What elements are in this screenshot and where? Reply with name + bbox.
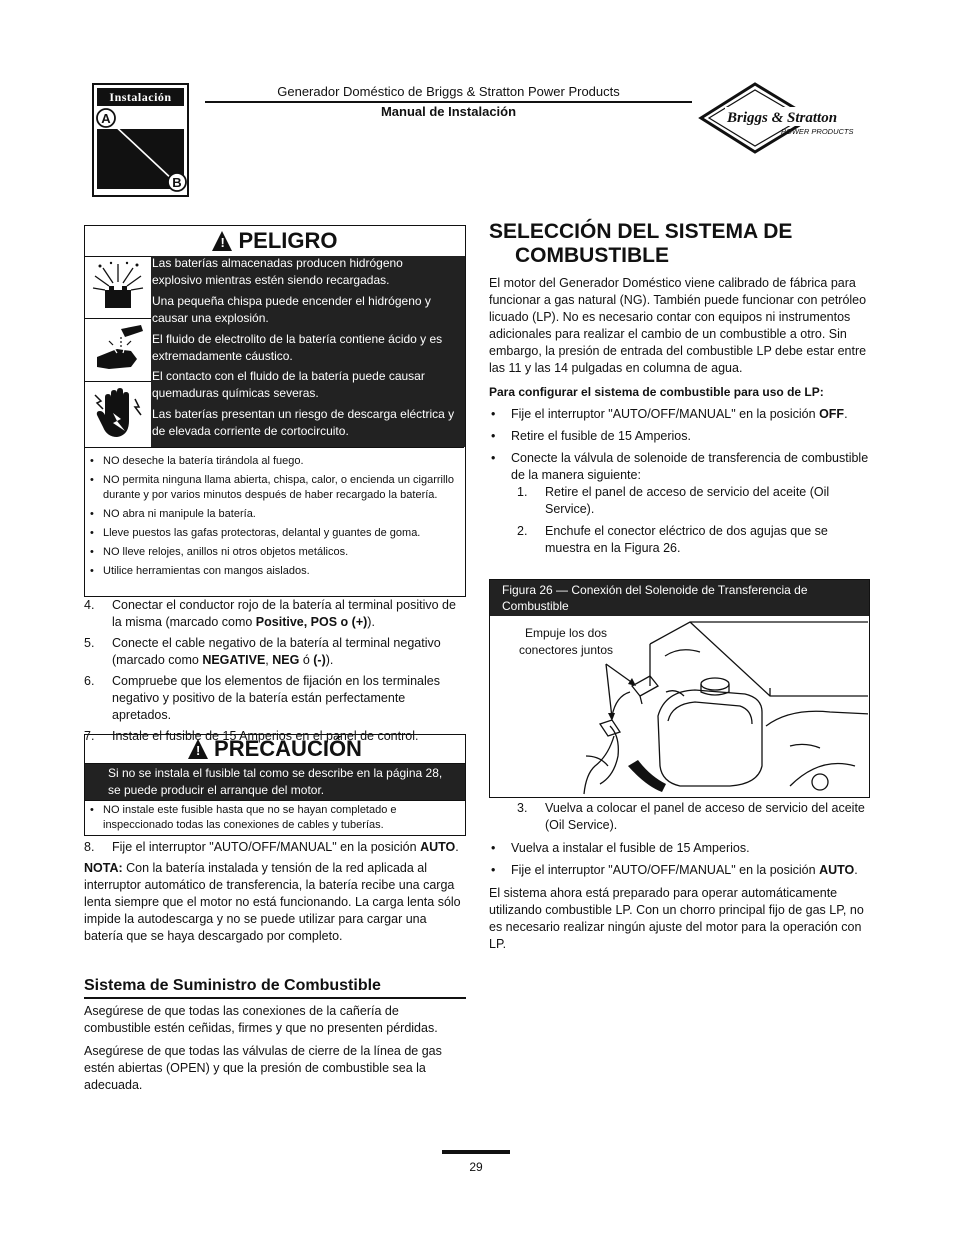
- header-title: Generador Doméstico de Briggs & Stratton Power Products: [277, 84, 620, 99]
- danger-line-1: Las baterías almacenadas producen hidrógeno explosivo mientras estén siendo recargadas.: [152, 256, 403, 287]
- danger-line-5: Las baterías presentan un riesgo de descarga eléctrica y de elevada corriente de cortocircuito.: [152, 407, 455, 438]
- danger-bullet: • Utilice herramientas con mangos aislados.: [85, 564, 461, 579]
- danger-bullet: • Lleve puestos las gafas protectoras, delantal y guantes de goma.: [85, 526, 461, 541]
- warning-triangle-icon: !: [188, 739, 208, 759]
- lp-bullet-3: • Conecte la válvula de solenoide de transferencia de combustible de la manera siguiente:: [489, 450, 871, 484]
- fuel-heading: SELECCIÓN DEL SISTEMA DE COMBUSTIBLE: [489, 220, 793, 267]
- caution-box: [84, 734, 466, 836]
- danger-bullet: • NO lleve relojes, anillos ni otros objetos metálicos.: [85, 545, 461, 560]
- badge-b: B: [172, 175, 182, 190]
- caution-title: PRECAUCIÓN: [214, 736, 362, 761]
- danger-bullet-list: [85, 454, 461, 583]
- step-8-block: [84, 839, 466, 945]
- caution-bullet-list: [85, 801, 465, 833]
- electric-shock-icon: [85, 382, 151, 446]
- danger-bullet: • NO abra ni manipule la batería.: [85, 507, 461, 522]
- supply-heading: Sistema de Suministro de Combustible: [84, 977, 381, 994]
- lp-sub-2: 2. Enchufe el conector eléctrico de dos agujas que se muestra en la Figura 26.: [517, 524, 828, 555]
- badge-a: A: [101, 111, 111, 126]
- figure-26: [489, 579, 870, 798]
- danger-bullet: • NO permita ninguna llama abierta, chispa, calor, o encienda un cigarrillo durante y por varios minutos después de haber recargado la batería.: [85, 473, 461, 503]
- danger-line-2: Una pequeña chispa puede encender el hidrógeno y causar una explosión.: [152, 294, 431, 325]
- caution-title-bar: [85, 735, 465, 764]
- danger-title: PELIGRO: [238, 228, 338, 253]
- solenoid-connector-illustration: [490, 616, 868, 796]
- header-rule: [205, 101, 692, 103]
- lp-bullet-5: • Fije el interruptor "AUTO/OFF/MANUAL" en la posición AUTO.: [489, 862, 871, 879]
- supply-section: [84, 976, 466, 1094]
- briggs-stratton-logo: [697, 82, 869, 154]
- chemical-burn-icon: [85, 319, 151, 382]
- fuel-intro: El motor del Generador Doméstico viene calibrado de fábrica para funcionar a gas natural (NG). También puede funcionar con petróleo licuado (LP). No es necesario contar con equipos ni instrumentos adicionales para realizar el cambio de un combustible a otro. Sin embargo, la presión de entrada del combustible LP debe estar entre las 11 y las 14 pulgadas en columna de agua.: [489, 276, 867, 375]
- fuel-section-continued: [489, 800, 871, 953]
- nota-paragraph: NOTA: Con la batería instalada y tensión de la red aplicada al interruptor automático de transferencia, la batería recibe una carga lenta siempre que el motor no está funcionando. La carga lenta sólo impide la autodescarga y no se puede utilizar para cargar una batería que se haya descargado por completo.: [84, 861, 461, 943]
- figure-caption: Figura 26 — Conexión del Solenoide de Transferencia de Combustible: [490, 580, 869, 616]
- fuel-outro: El sistema ahora está preparado para operar automáticamente utilizando combustible LP. Con un chorro principal fijo de gas LP, no es necesario realizar ningún ajuste del motor para la operación con LP.: [489, 886, 864, 951]
- lp-steps: [489, 406, 871, 557]
- figure-label: Empuje los dos conectores juntos: [518, 626, 614, 657]
- caution-text: Si no se instala el fusible tal como se describe en la página 28, se puede producir el arranque del motor.: [85, 764, 465, 800]
- danger-text-block: [151, 256, 465, 447]
- fuel-section: [489, 220, 871, 562]
- lp-bullet-1: • Fije el interruptor "AUTO/OFF/MANUAL" en la posición OFF.: [489, 406, 871, 423]
- hazard-icon-column: [85, 256, 152, 447]
- step-5: 5. Conecte el cable negativo de la batería al terminal negativo (marcado como NEGATIVE, NEG ó (-)).: [84, 636, 441, 667]
- installation-badge: [92, 83, 189, 197]
- lp-heading: Para configurar el sistema de combustible para uso de LP:: [489, 385, 824, 399]
- logo-sub: POWER PRODUCTS: [781, 127, 854, 136]
- danger-box: [84, 225, 466, 597]
- logo-text: Briggs & Stratton: [727, 110, 838, 126]
- lp-bullet-2: • Retire el fusible de 15 Amperios.: [489, 428, 871, 445]
- ab-arrow-icon: [94, 85, 189, 197]
- danger-divider: [85, 447, 464, 448]
- danger-bullet: • NO deseche la batería tirándola al fuego.: [85, 454, 461, 469]
- page-number: 29: [469, 1160, 483, 1174]
- step-7: 7. Instale el fusible de 15 Amperios en el panel de control.: [84, 729, 419, 743]
- supply-rule: [84, 997, 466, 999]
- step-4: 4. Conectar el conductor rojo de la batería al terminal positivo de la misma (marcado como Positive, POS o (+)).: [84, 598, 456, 629]
- footer-bar: [442, 1150, 510, 1154]
- lp-sub-1: 1. Retire el panel de acceso de servicio del aceite (Oil Service).: [517, 485, 830, 516]
- step-6: 6. Compruebe que los elementos de fijación en los terminales negativo y positivo de la batería están perfectamente apretados.: [84, 674, 440, 722]
- lp-sub-3: 3. Vuelva a colocar el panel de acceso de servicio del aceite (Oil Service).: [517, 801, 865, 832]
- step-8: 8. Fije el interruptor "AUTO/OFF/MANUAL" en la posición AUTO.: [84, 840, 459, 854]
- supply-paragraph-2: Asegúrese de que todas las válvulas de cierre de la línea de gas estén abiertas (OPEN) y que la presión de combustible sea la adecuada.: [84, 1043, 442, 1092]
- warning-triangle-icon: !: [212, 231, 232, 251]
- danger-line-3: El fluido de electrolito de la batería contiene ácido y es extremadamente cáustico.: [152, 332, 443, 363]
- caution-bullet: • NO instale este fusible hasta que no se hayan completado e inspeccionado todas las conexiones de cables y tuberías.: [85, 803, 465, 833]
- header-subtitle: Manual de Instalación: [380, 104, 517, 119]
- explosion-icon: [85, 256, 151, 319]
- danger-title-bar: [85, 226, 465, 257]
- danger-line-4: El contacto con el fluido de la batería puede causar quemaduras químicas severas.: [152, 369, 425, 400]
- supply-paragraph-1: Asegúrese de que todas las conexiones de la cañería de combustible estén ceñidas, firmes y que no presenten pérdidas.: [84, 1003, 438, 1035]
- steps-4-7: [84, 597, 466, 749]
- lp-bullet-4: • Vuelva a instalar el fusible de 15 Amperios.: [489, 840, 871, 857]
- badge-label: Instalación: [97, 88, 184, 106]
